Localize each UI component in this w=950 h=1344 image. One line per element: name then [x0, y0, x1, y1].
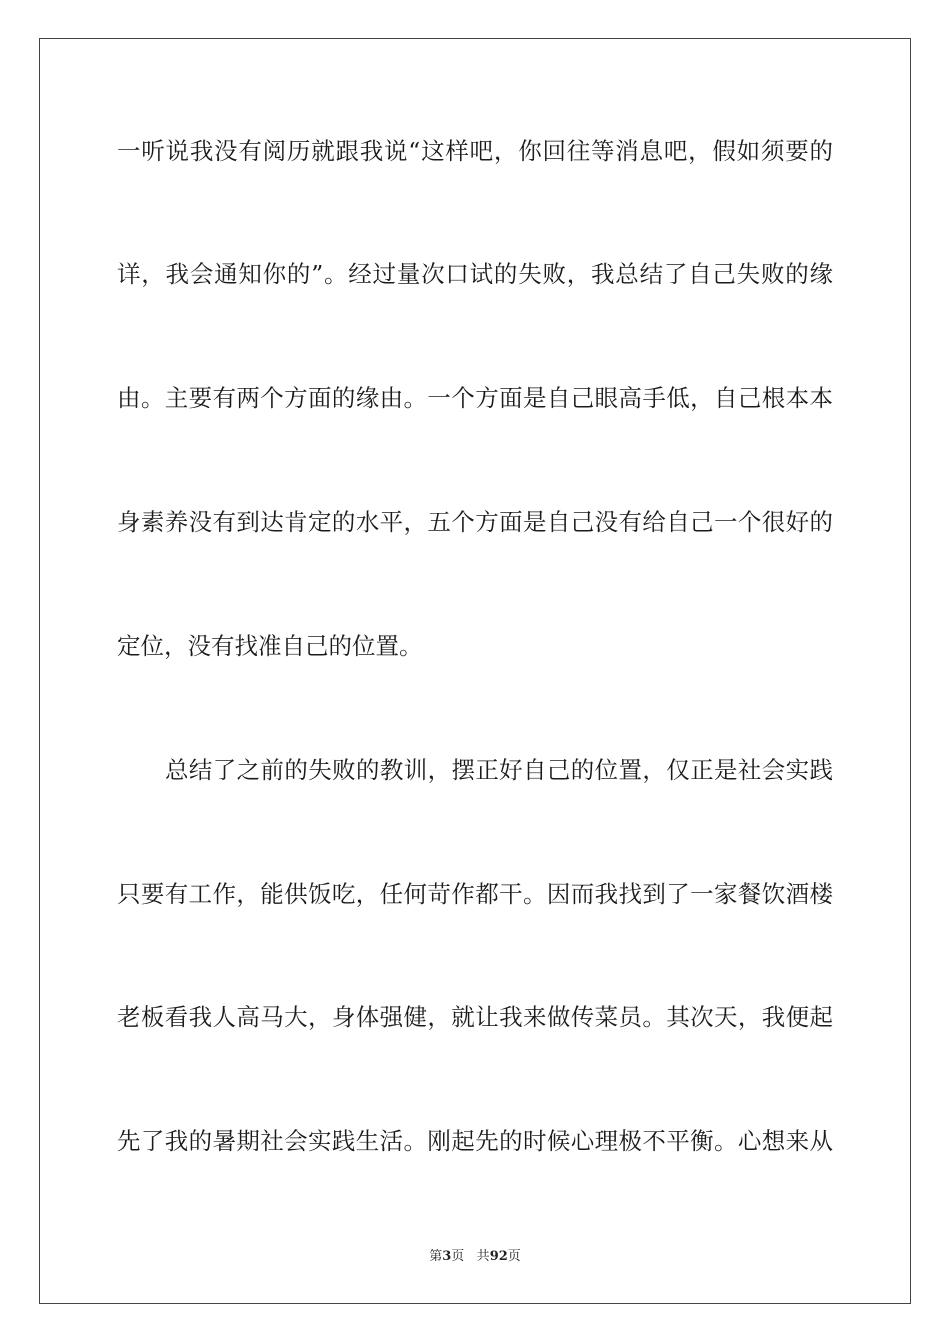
text-line: 只要有工作，能供饭吃，任何苛作都干。因而我找到了一家餐饮酒楼	[117, 880, 833, 908]
page-frame	[39, 38, 911, 1304]
page-suffix: 页	[451, 1249, 465, 1264]
text-line: 详，我会通知你的”。经过量次口试的失败，我总结了自己失败的缘	[117, 260, 833, 288]
page-prefix: 第	[429, 1249, 443, 1264]
total-suffix: 页	[507, 1249, 521, 1264]
total-pages: 92	[489, 1249, 508, 1264]
text-line: 身素养没有到达肯定的水平，五个方面是自己没有给自己一个很好的	[117, 508, 833, 536]
text-line: 定位，没有找准自己的位置。	[117, 632, 423, 660]
text-line: 先了我的暑期社会实践生活。刚起先的时候心理极不平衡。心想来从	[117, 1127, 833, 1155]
text-line: 一听说我没有阅历就跟我说“这样吧，你回往等消息吧，假如须要的	[117, 137, 833, 165]
text-line: 老板看我人高马大，身体强健，就让我来做传菜员。其次天，我便起	[117, 1003, 833, 1031]
page-footer	[0, 1248, 950, 1266]
text-line: 总结了之前的失败的教训，摆正好自己的位置，仅正是社会实践	[165, 756, 833, 784]
text-line: 由。主要有两个方面的缘由。一个方面是自己眼高手低，自己根本本	[117, 384, 833, 412]
total-prefix: 共	[476, 1249, 490, 1264]
page-number: 3	[442, 1249, 452, 1264]
